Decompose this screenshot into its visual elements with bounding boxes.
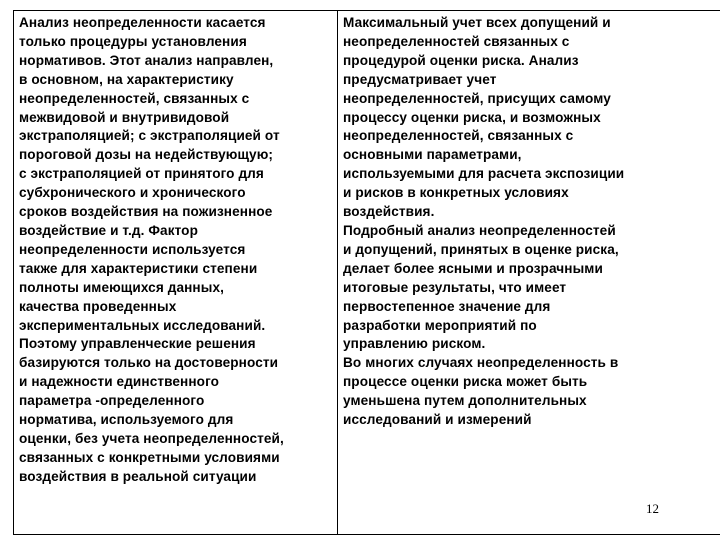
text-line: неопределенностей, связанных с (343, 128, 574, 144)
text-line: связанных с конкретными условиями (19, 449, 280, 465)
text-line: воздействия в реальной ситуации (19, 468, 257, 484)
text-line: Поэтому управленческие решения (19, 336, 256, 352)
text-line: и рисков в конкретных условиях (343, 185, 569, 201)
text-line: сроков воздействия на пожизненное (19, 204, 273, 220)
comparison-table (13, 10, 720, 535)
text-line: процессу оценки риска, и возможных (343, 109, 601, 125)
left-cell (14, 11, 338, 535)
text-line: Подробный анализ неопределенностей (343, 222, 616, 238)
text-line: субхронического и хронического (19, 185, 246, 201)
text-line: Анализ неопределенности касается (19, 15, 266, 30)
text-line: также для характеристики степени (19, 260, 258, 276)
text-line: неопределенностей, связанных с (19, 90, 250, 106)
text-line: параметра -определенного (19, 393, 205, 409)
text-line: процедурой оценки риска. Анализ (343, 52, 579, 68)
right-cell (338, 11, 720, 535)
text-line: Максимальный учет всех допущений и (343, 15, 611, 30)
text-line: только процедуры установления (19, 33, 247, 49)
text-line: пороговой дозы на недействующую; (19, 147, 274, 163)
text-line: предусматривает учет (343, 71, 497, 87)
text-line: воздействие и т.д. Фактор (19, 222, 198, 238)
text-line: базируются только на достоверности (19, 355, 279, 371)
text-line: используемыми для расчета экспозиции (343, 166, 625, 182)
right-cell-text (343, 14, 720, 430)
text-line: Во многих случаях неопределенность в (343, 355, 619, 371)
text-line: основными параметрами, (343, 147, 522, 163)
text-line: процессе оценки риска может быть (343, 374, 588, 390)
text-line: и допущений, принятых в оценке риска, (343, 241, 619, 257)
text-line: экстраполяцией; с экстраполяцией от (19, 128, 280, 144)
text-line: неопределенности используется (19, 241, 246, 257)
text-line: нормативов. Этот анализ направлен, (19, 52, 274, 68)
text-line: воздействия. (343, 204, 435, 220)
text-line: экспериментальных исследований. (19, 317, 266, 333)
text-line: итоговые результаты, что имеет (343, 279, 567, 295)
text-line: неопределенностей, присущих самому (343, 90, 611, 106)
left-cell-text (19, 14, 333, 487)
text-line: уменьшена путем дополнительных (343, 393, 587, 409)
text-line: и надежности единственного (19, 374, 220, 390)
text-line: в основном, на характеристику (19, 71, 234, 87)
text-line: делает более ясными и прозрачными (343, 260, 603, 276)
text-line: качества проведенных (19, 298, 177, 314)
text-line: полноты имеющихся данных, (19, 279, 224, 295)
text-line: оценки, без учета неопределенностей, (19, 430, 284, 446)
text-line: межвидовой и внутривидовой (19, 109, 230, 125)
text-line: первостепенное значение для (343, 298, 551, 314)
table-row (14, 11, 720, 535)
text-line: с экстраполяцией от принятого для (19, 166, 264, 182)
page-number: 12 (646, 501, 659, 516)
text-line: управлению риском. (343, 336, 486, 352)
text-line: норматива, используемого для (19, 412, 234, 428)
text-line: исследований и измерений (343, 412, 532, 428)
text-line: неопределенностей связанных с (343, 33, 570, 49)
text-line: разработки мероприятий по (343, 317, 537, 333)
